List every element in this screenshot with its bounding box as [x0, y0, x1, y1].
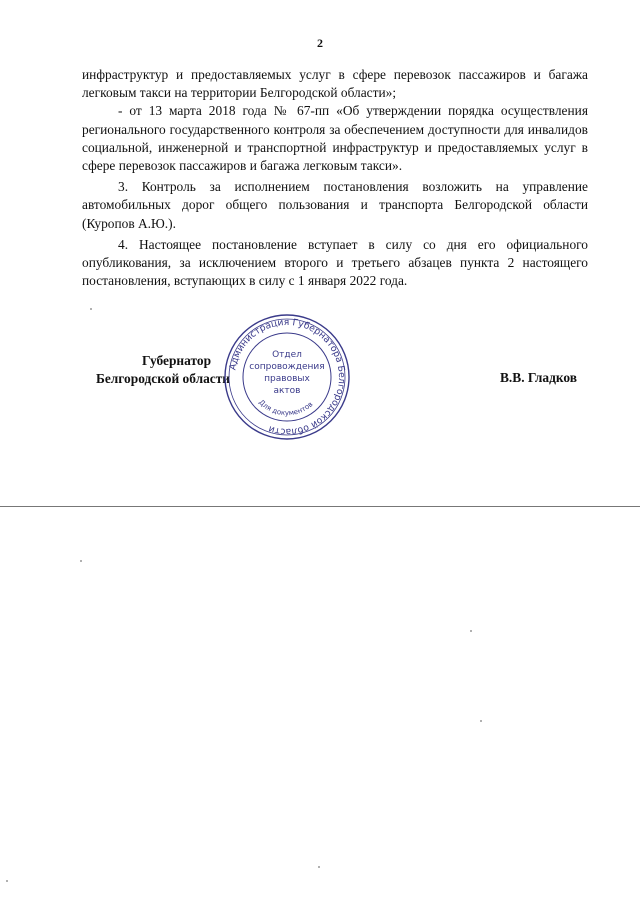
- signature-name: В.В. Гладков: [500, 370, 578, 385]
- scan-speck: [480, 720, 482, 722]
- seal-line-2: сопровождения: [249, 362, 325, 372]
- document-body: [82, 66, 588, 290]
- seal-ring-text: Администрация Губернатора Белгородской области: [227, 316, 348, 438]
- scan-speck: [90, 308, 92, 310]
- paragraph-4: 4. Настоящее постановление вступает в силу со дня его официального опубликования, за исключением второго и третьего абзацев пункта 2 настоящего постановления, вступающих в силу с 1 января 2022 года.: [82, 236, 588, 289]
- page-divider: [0, 506, 640, 507]
- scan-speck: [6, 880, 8, 882]
- paragraph-list-item: - от 13 марта 2018 года № 67-пп «Об утверждении порядка осуществления регионального государственного контроля за обеспечением доступности для инвалидов социальной, инженерной и транспортной инфраструктур и предоставляемых услуг в сфере перевозок пассажиров и багажа легковым такси».: [82, 103, 588, 174]
- scan-speck: [80, 560, 82, 562]
- seal-line-4: актов: [273, 386, 301, 396]
- scan-speck: [318, 866, 320, 868]
- seal-line-1: Отдел: [272, 350, 302, 360]
- signature-title-line2: Белгородской области: [96, 371, 231, 386]
- paragraph-3: 3. Контроль за исполнением постановления возложить на управление автомобильных дорог общего пользования и транспорта Белгородской области (Куропов А.Ю.).: [82, 179, 588, 231]
- paragraph-continuation: инфраструктур и предоставляемых услуг в сфере перевозок пассажиров и багажа легковым такси на территории Белгородской области»;: [82, 67, 588, 101]
- official-seal: [222, 312, 352, 442]
- page-number: 2: [317, 36, 323, 50]
- seal-line-3: правовых: [264, 374, 310, 384]
- signature-title-line1: Губернатор: [142, 353, 212, 368]
- scan-speck: [470, 630, 472, 632]
- seal-bottom-text: Для документов: [257, 398, 315, 418]
- seal-graphic: [222, 312, 352, 442]
